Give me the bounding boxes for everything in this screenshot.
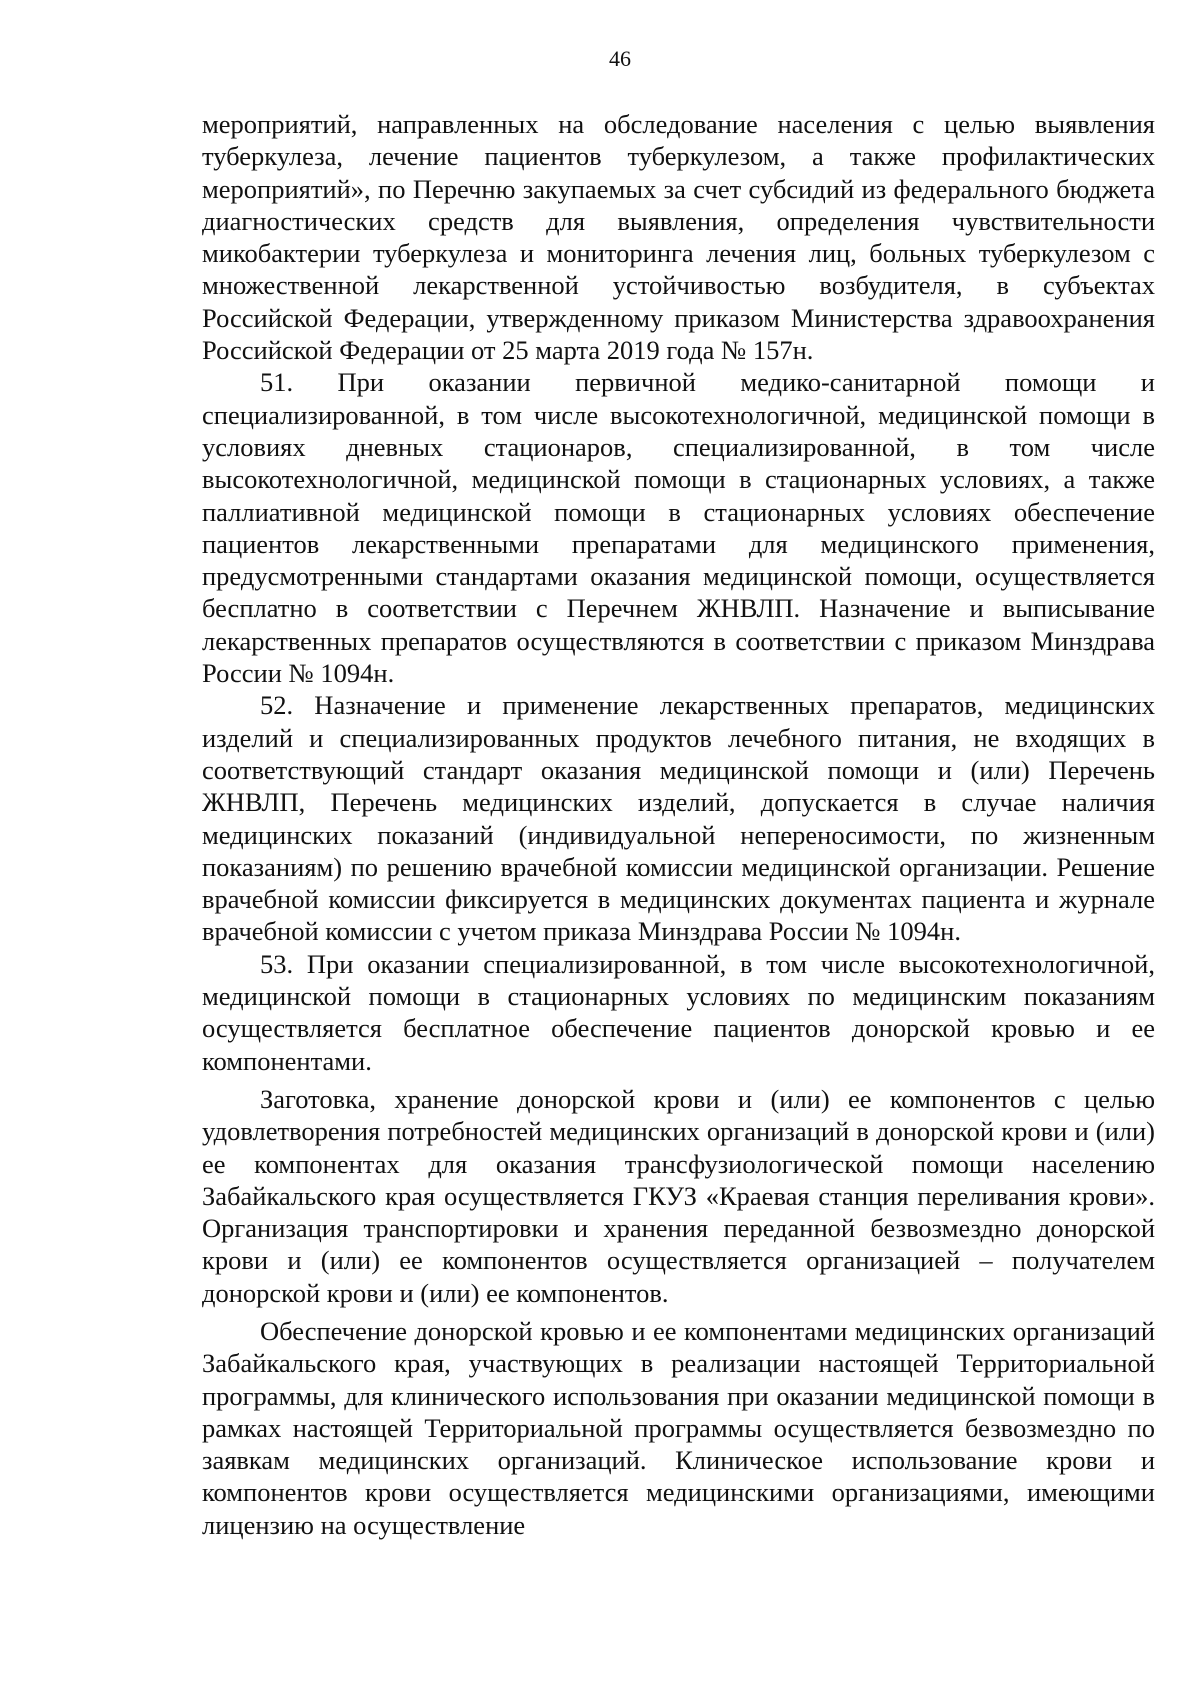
paragraph-blood-supply: Обеспечение донорской кровью и ее компонентами медицинских организаций Забайкальского края, участвующих в реализации настоящей Территориальной программы, для клинического использования при оказании медицинской помощи в рамках настоящей Территориальной программы осуществляется безвозмездно по заявкам медицинских организаций. Клиническое использование крови и компонентов крови осуществляется медицинскими организациями, имеющими лицензию на осуществление: [202, 1315, 1155, 1540]
paragraph-52: 52. Назначение и применение лекарственных препаратов, медицинских изделий и специализированных продуктов лечебного питания, не входящих в соответствующий стандарт оказания медицинской помощи и (или) Перечень ЖНВЛП, Перечень медицинских изделий, допускается в случае наличия медицинских показаний (индивидуальной непереносимости, по жизненным показаниям) по решению врачебной комиссии медицинской организации. Решение врачебной комиссии фиксируется в медицинских документах пациента и журнале врачебной комиссии с учетом приказа Минздрава России № 1094н.: [202, 690, 1155, 947]
page-number: 46: [609, 46, 631, 71]
document-body: [202, 108, 1155, 1541]
paragraph-blood-procurement: Заготовка, хранение донорской крови и (или) ее компонентов с целью удовлетворения потребностей медицинских организаций в донорской крови и (или) ее компонентах для оказания трансфузиологической помощи населению Забайкальского края осуществляется ГКУЗ «Краевая станция переливания крови». Организация транспортировки и хранения переданной безвозмездно донорской крови и (или) ее компонентов осуществляется организацией – получателем донорской крови и (или) ее компонентов.: [202, 1083, 1155, 1308]
paragraph-53: 53. При оказании специализированной, в том числе высокотехнологичной, медицинской помощи в стационарных условиях по медицинским показаниям осуществляется бесплатное обеспечение пациентов донорской кровью и ее компонентами.: [202, 948, 1155, 1076]
paragraph-51: 51. При оказании первичной медико-санитарной помощи и специализированной, в том числе высокотехнологичной, медицинской помощи в условиях дневных стационаров, специализированной, в том числе высокотехнологичной, медицинской помощи в стационарных условиях, а также паллиативной медицинской помощи в стационарных условиях обеспечение пациентов лекарственными препаратами для медицинского применения, предусмотренными стандартами оказания медицинской помощи, осуществляется бесплатно в соответствии с Перечнем ЖНВЛП. Назначение и выписывание лекарственных препаратов осуществляются в соответствии с приказом Минздрава России № 1094н.: [202, 367, 1155, 689]
paragraph-continued: мероприятий, направленных на обследование населения с целью выявления туберкулеза, лечение пациентов туберкулезом, а также профилактических мероприятий», по Перечню закупаемых за счет субсидий из федерального бюджета диагностических средств для выявления, определения чувствительности микобактерии туберкулеза и мониторинга лечения лиц, больных туберкулезом с множественной лекарственной устойчивостью возбудителя, в субъектах Российской Федерации, утвержденному приказом Министерства здравоохранения Российской Федерации от 25 марта 2019 года № 157н.: [202, 109, 1155, 366]
